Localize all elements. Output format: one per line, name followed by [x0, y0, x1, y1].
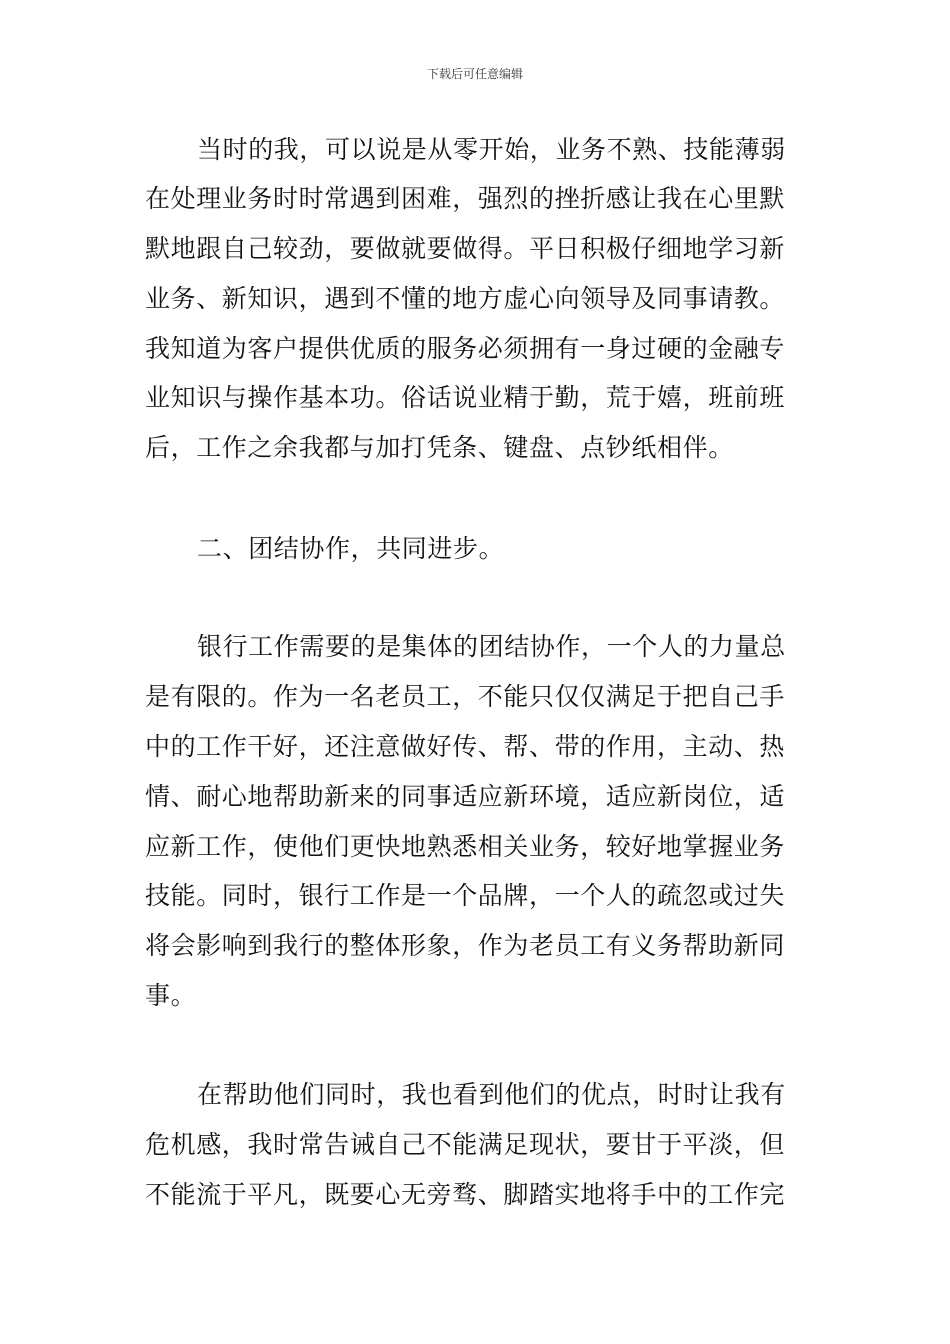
paragraph-3-line-1: 在帮助他们同时，我也看到他们的优点，时时让我有 — [197, 1080, 786, 1109]
paragraph-2-line-1: 银行工作需要的是集体的团结协作，一个人的力量总 — [197, 632, 786, 661]
paragraph-1-line-1: 当时的我，可以说是从零开始，业务不熟、技能薄弱 — [197, 135, 786, 164]
paragraph-1-line-4: 业务、新知识，遇到不懂的地方虚心向领导及同事请教。 — [145, 284, 786, 313]
page-header: 下载后可任意编辑 — [426, 67, 523, 81]
paragraph-1-line-5: 我知道为客户提供优质的服务必须拥有一身过硬的金融专 — [145, 334, 786, 363]
paragraph-2-line-3: 中的工作干好，还注意做好传、帮、带的作用，主动、热 — [145, 732, 786, 761]
paragraph-3-line-2: 危机感，我时常告诫自己不能满足现状，要甘于平淡，但 — [145, 1130, 786, 1159]
section-heading: 二、团结协作，共同进步。 — [197, 534, 505, 563]
paragraph-2-line-6: 技能。同时，银行工作是一个品牌，一个人的疏忽或过失 — [145, 881, 786, 910]
paragraph-2-line-8: 事。 — [145, 981, 197, 1010]
paragraph-2-line-4: 情、耐心地帮助新来的同事适应新环境，适应新岗位，适 — [145, 782, 786, 811]
paragraph-1-line-3: 默地跟自己较劲，要做就要做得。平日积极仔细地学习新 — [145, 234, 786, 263]
paragraph-1-line-2: 在处理业务时时常遇到困难，强烈的挫折感让我在心里默 — [145, 184, 786, 213]
paragraph-2-line-2: 是有限的。作为一名老员工，不能只仅仅满足于把自己手 — [145, 682, 786, 711]
paragraph-1-line-7: 后，工作之余我都与加打凭条、键盘、点钞纸相伴。 — [145, 433, 734, 462]
paragraph-2-line-5: 应新工作，使他们更快地熟悉相关业务，较好地掌握业务 — [145, 832, 786, 861]
paragraph-2-line-7: 将会影响到我行的整体形象，作为老员工有义务帮助新同 — [145, 931, 786, 960]
paragraph-1-line-6: 业知识与操作基本功。俗话说业精于勤，荒于嬉，班前班 — [145, 383, 786, 412]
paragraph-3-line-3: 不能流于平凡，既要心无旁骛、脚踏实地将手中的工作完 — [145, 1180, 786, 1209]
